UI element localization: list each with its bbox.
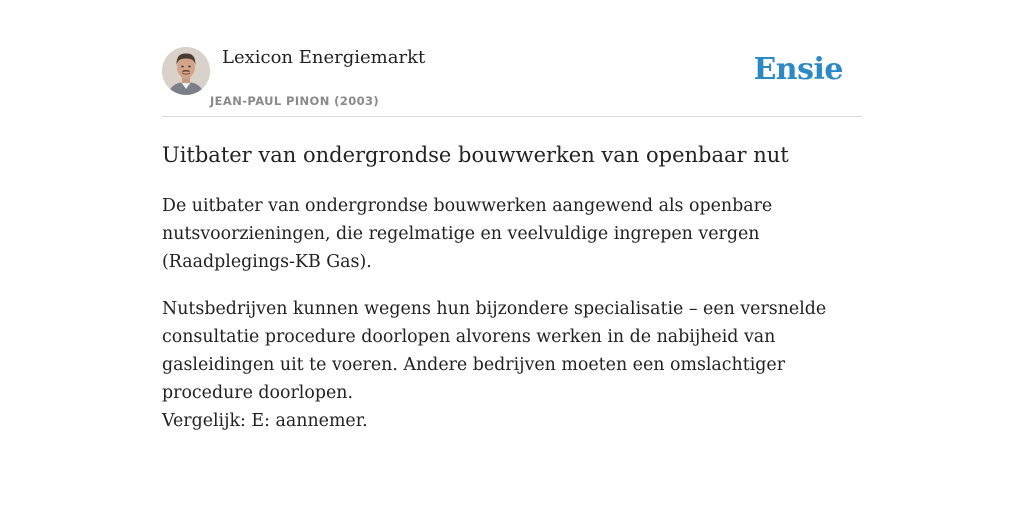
author-name[interactable]: JEAN-PAUL PINON (2003) [210,94,380,108]
header [162,0,862,117]
entry-paragraph: Nutsbedrijven kunnen wegens hun bijzondere specialisatie – een versnelde consultatie procedure doorlopen alvorens werken in de nabijheid van gasleidingen uit te voeren. Andere bedrijven moeten een omslachtiger procedure doorlopen. [162,299,827,403]
author-avatar[interactable] [162,47,210,95]
book-title[interactable]: Lexicon Energiemarkt [222,47,426,68]
brand-logo[interactable]: Ensie [753,52,843,87]
author-portrait-icon [162,47,210,95]
entry-paragraph: De uitbater van ondergrondse bouwwerken aangewend als openbare nutsvoorzieningen, die regelmatige en veelvuldige ingrepen vergen (Raadplegings-KB Gas). [162,196,773,272]
entry-comparison: Vergelijk: E: aannemer. [162,411,368,431]
entry-page [162,0,862,431]
entry-title: Uitbater van ondergrondse bouwwerken van openbaar nut [162,143,789,167]
